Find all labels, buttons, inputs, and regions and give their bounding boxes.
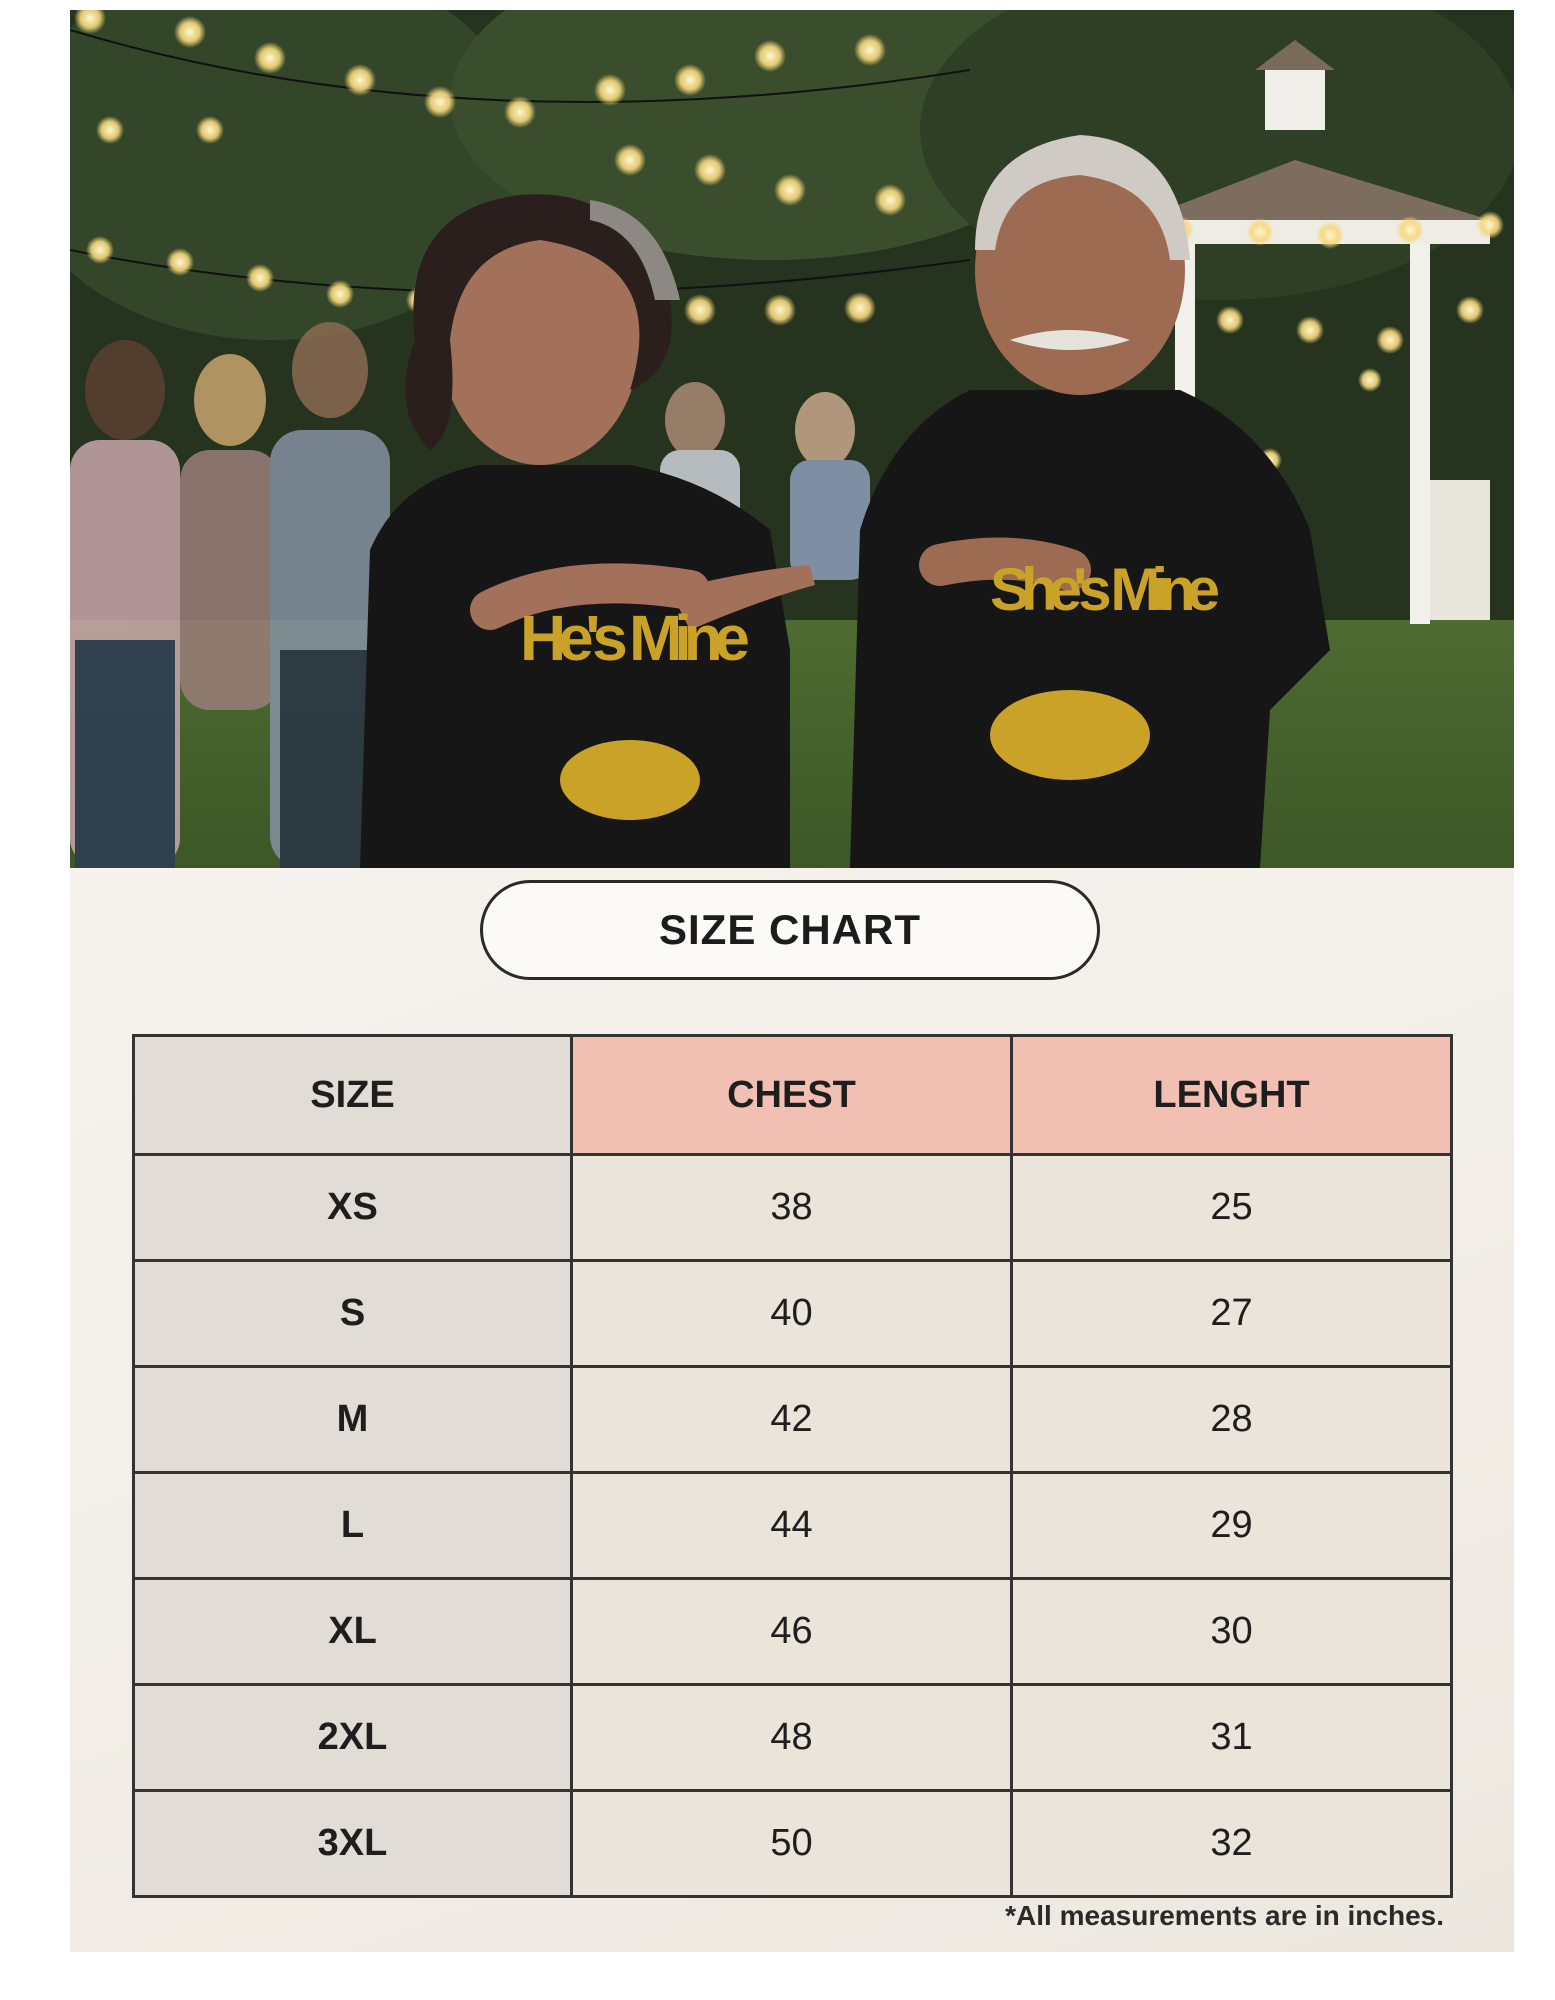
length-cell: 32: [1012, 1791, 1452, 1897]
size-chart-panel: [70, 868, 1514, 1952]
length-cell: 28: [1012, 1367, 1452, 1473]
table-row: [134, 1155, 1452, 1261]
table-row: [134, 1367, 1452, 1473]
measurement-footnote: *All measurements are in inches.: [1005, 1900, 1444, 1931]
chest-cell: 42: [572, 1367, 1012, 1473]
size-chart-title: SIZE CHART: [480, 880, 1100, 980]
chest-cell: 46: [572, 1579, 1012, 1685]
table-row: [134, 1261, 1452, 1367]
size-cell: S: [134, 1261, 572, 1367]
table-row: [134, 1579, 1452, 1685]
length-cell: 29: [1012, 1473, 1452, 1579]
size-cell: XS: [134, 1155, 572, 1261]
man-shirt-print: She's Mine: [990, 556, 1220, 623]
length-cell: 25: [1012, 1155, 1452, 1261]
chest-cell: 40: [572, 1261, 1012, 1367]
length-cell: 27: [1012, 1261, 1452, 1367]
couple-illustration: [70, 10, 1514, 868]
size-cell: 2XL: [134, 1685, 572, 1791]
table-row: [134, 1685, 1452, 1791]
header-length: LENGHT: [1012, 1036, 1452, 1155]
header-chest: CHEST: [572, 1036, 1012, 1155]
table-row: [134, 1473, 1452, 1579]
size-cell: XL: [134, 1579, 572, 1685]
size-cell: 3XL: [134, 1791, 572, 1897]
chest-cell: 38: [572, 1155, 1012, 1261]
table-row: [134, 1791, 1452, 1897]
chest-cell: 44: [572, 1473, 1012, 1579]
length-cell: 30: [1012, 1579, 1452, 1685]
table-header-row: [134, 1036, 1452, 1155]
length-cell: 31: [1012, 1685, 1452, 1791]
size-cell: L: [134, 1473, 572, 1579]
header-size: SIZE: [134, 1036, 572, 1155]
chest-cell: 50: [572, 1791, 1012, 1897]
chest-cell: 48: [572, 1685, 1012, 1791]
product-photo: [70, 10, 1514, 868]
size-table: [132, 1034, 1453, 1898]
woman-shirt-print: He's Mine: [520, 602, 750, 674]
size-cell: M: [134, 1367, 572, 1473]
